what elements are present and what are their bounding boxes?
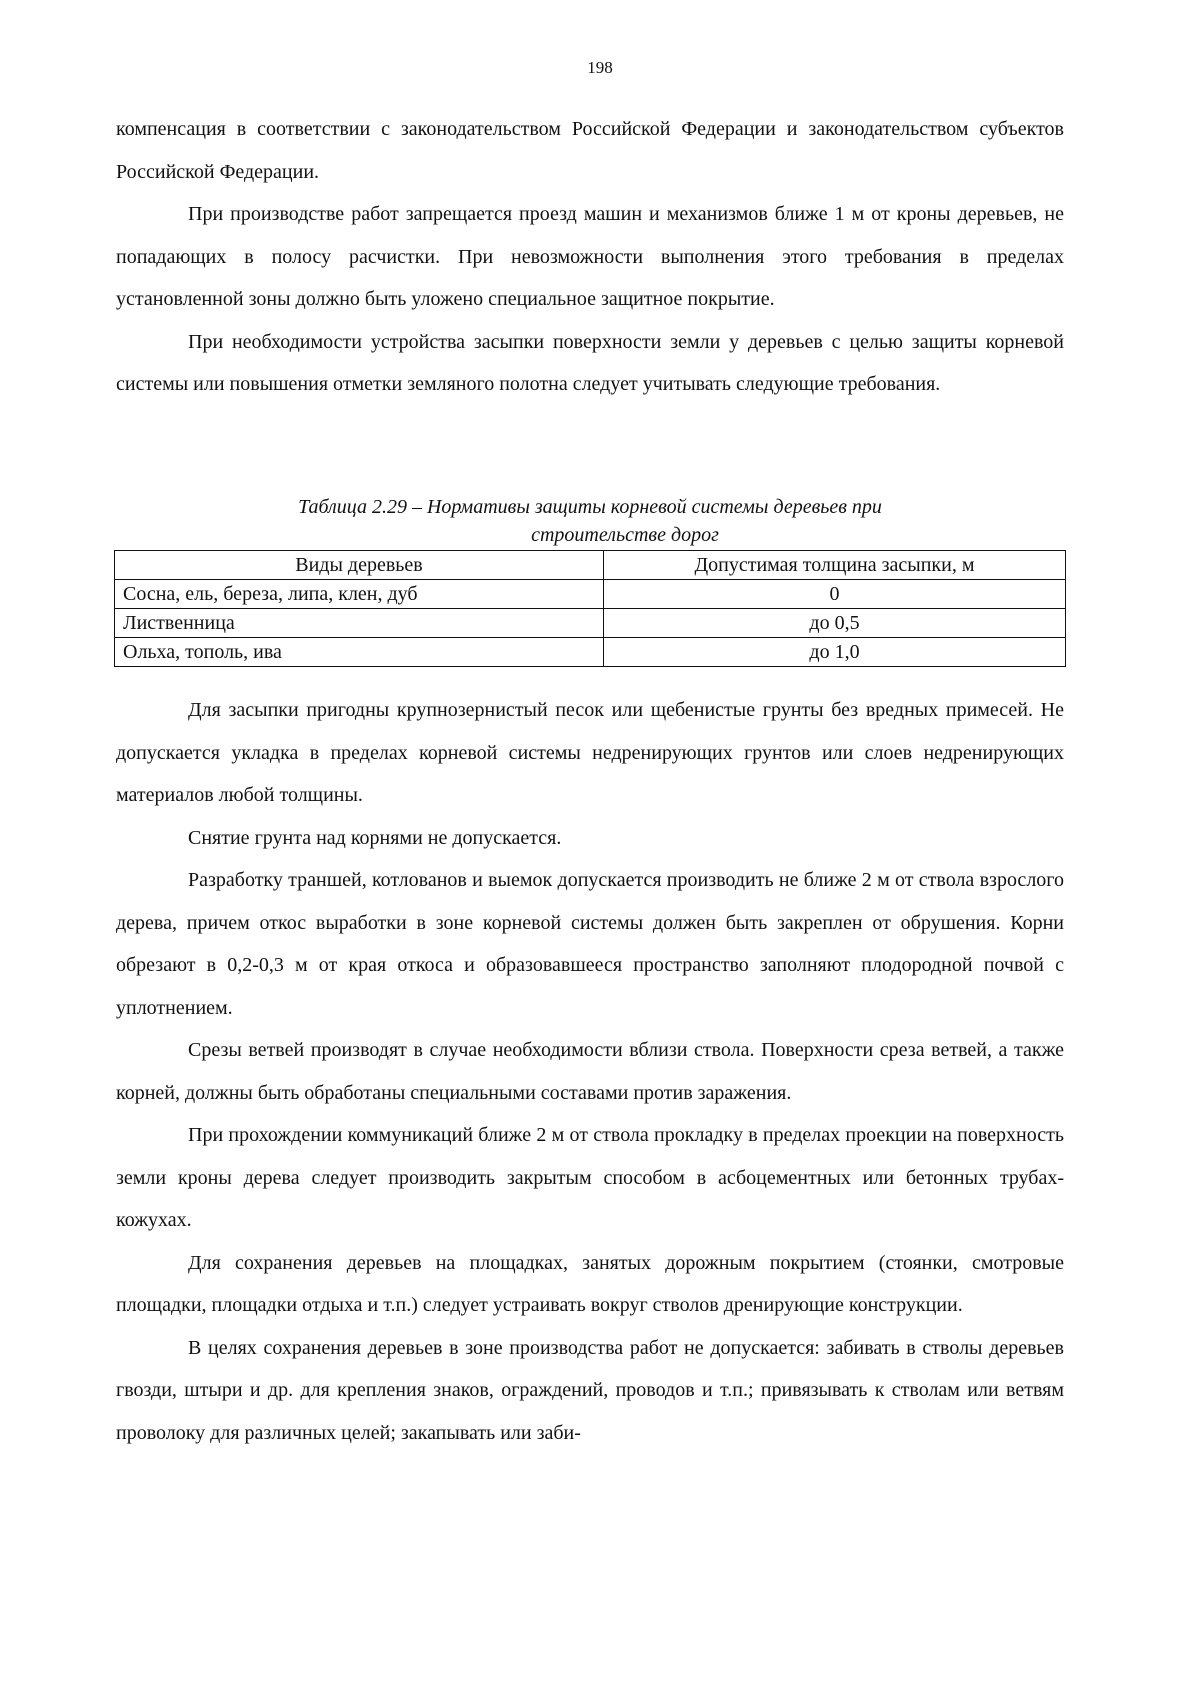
table-caption-line: Таблица 2.29 – Нормативы защиты корневой системы деревьев при xyxy=(298,496,882,518)
table-header-cell: Допустимая толщина засыпки, м xyxy=(604,551,1066,580)
table-row xyxy=(115,580,1066,609)
paragraph: компенсация в соответствии с законодательством Российской Федерации и законодательством субъектов Российской Федерации. xyxy=(116,118,1064,183)
text-block-top xyxy=(116,108,1064,406)
table-cell: до 1,0 xyxy=(604,638,1066,667)
paragraph: Снятие грунта над корнями не допускается. xyxy=(188,826,562,849)
paragraph: Срезы ветвей производят в случае необходимости вблизи ствола. Поверхности среза ветвей, а также корней, должны быть обработаны специальными составами против заражения. xyxy=(116,1039,1064,1104)
table-caption-line: строительстве дорог xyxy=(531,524,719,546)
table-header-row xyxy=(115,551,1066,580)
table-cell: Сосна, ель, береза, липа, клен, дуб xyxy=(115,580,604,609)
paragraph: При необходимости устройства засыпки поверхности земли у деревьев с целью защиты корневой системы или повышения отметки земляного полотна следует учитывать следующие требования. xyxy=(116,330,1064,395)
paragraph: Разработку траншей, котлованов и выемок допускается производить не ближе 2 м от ствола взрослого дерева, причем откос выработки в зоне корневой системы должен быть закреплен от обрушения. Корни обрезают в 0,2-0,3 м от края откоса и образовавшееся пространство заполняют плодородной почвой с уплотнением. xyxy=(116,869,1064,1019)
text-block-bottom xyxy=(116,689,1064,1454)
paragraph: При прохождении коммуникаций ближе 2 м от ствола прокладку в пределах проекции на поверхность земли кроны дерева следует производить закрытым способом в асбоцементных или бетонных трубах-кожухах. xyxy=(116,1124,1064,1231)
paragraph: В целях сохранения деревьев в зоне производства работ не допускается: забивать в стволы деревьев гвозди, штыри и др. для крепления знаков, ограждений, проводов и т.п.; привязывать к стволам или ветвям проволоку для различных целей; закапывать или заби- xyxy=(116,1336,1064,1444)
table-cell: 0 xyxy=(604,580,1066,609)
table-cell: Ольха, тополь, ива xyxy=(115,638,604,667)
table-cell: Лиственница xyxy=(115,609,604,638)
norms-table xyxy=(114,550,1066,667)
table-cell: до 0,5 xyxy=(604,609,1066,638)
paragraph: Для засыпки пригодны крупнозернистый песок или щебенистые грунты без вредных примесей. Не допускается укладка в пределах корневой системы недренирующих грунтов или слоев недренирующих материалов любой толщины. xyxy=(116,699,1064,806)
table-row xyxy=(115,638,1066,667)
paragraph: Для сохранения деревьев на площадках, занятых дорожным покрытием (стоянки, смотровые площадки, площадки отдыха и т.п.) следует устраивать вокруг стволов дренирующие конструкции. xyxy=(116,1251,1064,1316)
table-row xyxy=(115,609,1066,638)
table-caption xyxy=(116,493,1064,549)
page-number: 198 xyxy=(587,58,613,77)
paragraph: При производстве работ запрещается проезд машин и механизмов ближе 1 м от кроны деревьев, не попадающих в полосу расчистки. При невозможности выполнения этого требования в пределах установленной зоны должно быть уложено специальное защитное покрытие. xyxy=(116,203,1064,310)
table-header-cell: Виды деревьев xyxy=(115,551,604,580)
